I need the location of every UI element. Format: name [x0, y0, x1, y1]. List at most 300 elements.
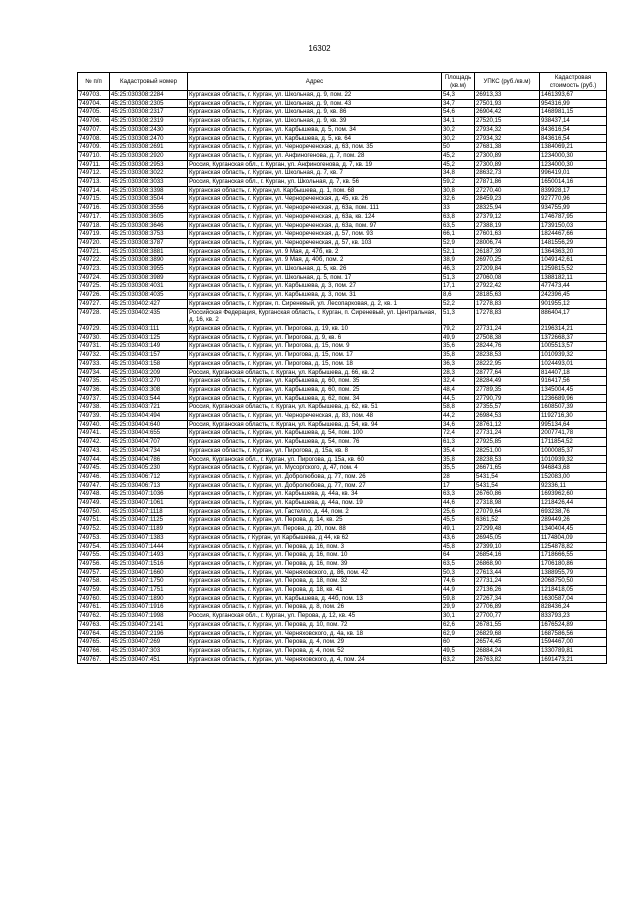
upks-cell: 27300,89	[475, 151, 540, 160]
row-number-cell: 749726.	[78, 291, 110, 300]
address-cell: Курганская область, г. Курган, ул. Черняховского, д. 86, пом. 42	[188, 568, 442, 577]
row-number-cell: 749725.	[78, 282, 110, 291]
cadastral-number-cell: 45:25:030308:4031	[110, 282, 188, 291]
row-number-cell: 749719.	[78, 230, 110, 239]
cadastral-number-cell: 45:25:030404:655	[110, 429, 188, 438]
row-number-cell: 749754.	[78, 542, 110, 551]
table-row	[78, 647, 607, 656]
upks-cell: 27922,42	[475, 282, 540, 291]
upks-cell: 27300,89	[475, 160, 540, 169]
cadastral-value-cell: 995134,64	[540, 420, 607, 429]
upks-cell: 27270,40	[475, 186, 540, 195]
upks-cell: 5431,54	[475, 481, 540, 490]
cadastral-value-cell: 1192716,30	[540, 412, 607, 421]
table-row	[78, 204, 607, 213]
cadastral-value-cell: 814407,18	[540, 368, 607, 377]
address-cell: Курганская область, г. Курган,ул. Перова, д. 20, пом. 88	[188, 525, 442, 534]
cadastral-value-cell: 916417,56	[540, 377, 607, 386]
cadastral-number-cell: 45:25:030407:1125	[110, 516, 188, 525]
upks-cell: 27399,10	[475, 542, 540, 551]
table-row	[78, 151, 607, 160]
area-cell: 45,2	[442, 151, 475, 160]
cadastral-value-cell: 938437,14	[540, 117, 607, 126]
cadastral-number-cell: 45:25:030407:303	[110, 647, 188, 656]
area-cell: 17,1	[442, 282, 475, 291]
cadastral-value-cell: 927770,96	[540, 195, 607, 204]
cadastral-value-cell: 1330789,81	[540, 647, 607, 656]
address-cell: Курганская область, г. Курган, ул. Черняховского, д. 4, пом. 24	[188, 655, 442, 664]
area-cell: 34,6	[442, 420, 475, 429]
address-cell: Курганская область, г. Курган, ул. Школьная, д. 9, кв. 86	[188, 108, 442, 117]
upks-cell: 26970,25	[475, 256, 540, 265]
table-row	[78, 186, 607, 195]
area-cell: 63,5	[442, 559, 475, 568]
area-cell: 51,3	[442, 273, 475, 282]
table-row	[78, 385, 607, 394]
area-cell: 8,6	[442, 291, 475, 300]
table-row	[78, 247, 607, 256]
table-row	[78, 359, 607, 368]
address-cell: Россия, Курганская область, г. Курган, ул. Карбышева, д. 66, кв. 2	[188, 368, 442, 377]
table-row	[78, 212, 607, 221]
cadastral-value-cell: 996419,01	[540, 169, 607, 178]
table-row	[78, 299, 607, 308]
table-row	[78, 178, 607, 187]
row-number-cell: 749713.	[78, 178, 110, 187]
header-area: Площадь (кв.м)	[442, 73, 475, 91]
table-row	[78, 481, 607, 490]
area-cell: 35,4	[442, 446, 475, 455]
row-number-cell: 749748.	[78, 490, 110, 499]
cadastral-number-cell: 45:25:030308:2470	[110, 134, 188, 143]
cadastral-value-cell: 1364363,20	[540, 247, 607, 256]
row-number-cell: 749739.	[78, 412, 110, 421]
area-cell: 45,5	[442, 516, 475, 525]
upks-cell: 27079,64	[475, 507, 540, 516]
address-cell: Курганская область, г. Курган, ул. Чернореченская, д. 83, пом. 48	[188, 412, 442, 421]
upks-cell: 6361,52	[475, 516, 540, 525]
row-number-cell: 749741.	[78, 429, 110, 438]
cadastral-number-cell: 45:25:030308:3504	[110, 195, 188, 204]
area-cell: 46,3	[442, 265, 475, 274]
address-cell: Курганская область, г. Курган, ул. Перова, д. 8, пом. 26	[188, 603, 442, 612]
upks-cell: 26829,68	[475, 629, 540, 638]
address-cell: Курганская область, г. Курган, ул. Школьная, д. 9, кв. 39	[188, 117, 442, 126]
area-cell: 59,8	[442, 594, 475, 603]
upks-cell: 27731,24	[475, 324, 540, 333]
cadastral-number-cell: 45:25:030308:2430	[110, 125, 188, 134]
table-row	[78, 638, 607, 647]
cadastral-value-cell: 2196314,21	[540, 324, 607, 333]
row-number-cell: 749705.	[78, 108, 110, 117]
cadastral-number-cell: 45:25:030403:721	[110, 403, 188, 412]
upks-cell: 27613,44	[475, 568, 540, 577]
row-number-cell: 749764.	[78, 629, 110, 638]
upks-cell: 27388,19	[475, 221, 540, 230]
address-cell: Курганская область, г. Курган,ул. Карбышева, д. 1, пом. 68	[188, 186, 442, 195]
cadastral-value-cell: 828436,24	[540, 603, 607, 612]
cadastral-value-cell: 1481556,29	[540, 238, 607, 247]
table-row	[78, 99, 607, 108]
address-cell: Курганская область, г. Курган, ул. Чернореченская, д. 45, кв. 26	[188, 195, 442, 204]
address-cell: Курганская область, г. Курган, п. Сиреневый, ул. Лесопарковая, д. 2, кв. 1	[188, 299, 442, 308]
address-cell: Курганская область, г. Курган, ул. Пирогова, д. 9, кв. 6	[188, 333, 442, 342]
row-number-cell: 749728.	[78, 308, 110, 324]
address-cell: Курганская область, г. Курган, ул. Школьная, д. 5, кв. 26	[188, 265, 442, 274]
address-cell: Курганская область, г. Курган, ул. Пирогова, д. 19, кв. 10	[188, 324, 442, 333]
cadastral-value-cell: 152083,00	[540, 472, 607, 481]
area-cell: 52,1	[442, 247, 475, 256]
table-row	[78, 342, 607, 351]
area-cell: 58,8	[442, 403, 475, 412]
upks-cell: 26904,42	[475, 108, 540, 117]
address-cell: Курганская область, г. Курган, ул. Карбышева, д. 5, кв. 64	[188, 134, 442, 143]
cadastral-value-cell: 1218426,44	[540, 499, 607, 508]
cadastral-number-cell: 45:25:030308:2284	[110, 91, 188, 100]
row-number-cell: 749724.	[78, 273, 110, 282]
upks-cell: 27731,24	[475, 577, 540, 586]
address-cell: Курганская область, г. Курган, ул. 9 Мая, д. 47б, кв. 2	[188, 247, 442, 256]
row-number-cell: 749735.	[78, 377, 110, 386]
row-number-cell: 749746.	[78, 472, 110, 481]
area-cell: 30,2	[442, 125, 475, 134]
cadastral-value-cell: 843616,54	[540, 134, 607, 143]
area-cell: 35,8	[442, 455, 475, 464]
header-cadastral-value: Кадастровая стоимость (руб.)	[540, 73, 607, 91]
cadastral-value-cell: 1739150,03	[540, 221, 607, 230]
row-number-cell: 749767.	[78, 655, 110, 664]
area-cell: 45,2	[442, 160, 475, 169]
upks-cell: 27355,57	[475, 403, 540, 412]
row-number-cell: 749747.	[78, 481, 110, 490]
area-cell: 49,5	[442, 647, 475, 656]
address-cell: Курганская область, г. Курган, ул. Пирогова, д. 15а, кв. 8	[188, 446, 442, 455]
table-row	[78, 438, 607, 447]
cadastral-value-cell: 1010939,32	[540, 455, 607, 464]
upks-cell: 27871,86	[475, 178, 540, 187]
cadastral-value-cell: 1461393,67	[540, 91, 607, 100]
table-row	[78, 507, 607, 516]
area-cell: 35,6	[442, 342, 475, 351]
area-cell: 72,4	[442, 429, 475, 438]
area-cell: 38,9	[442, 256, 475, 265]
cadastral-number-cell: 45:25:030403:544	[110, 394, 188, 403]
cadastral-number-cell: 45:25:030407:1036	[110, 490, 188, 499]
table-row	[78, 169, 607, 178]
cadastral-number-cell: 45:25:030407:1890	[110, 594, 188, 603]
cadastral-number-cell: 45:25:030308:2691	[110, 143, 188, 152]
row-number-cell: 749761.	[78, 603, 110, 612]
upks-cell: 5431,54	[475, 472, 540, 481]
address-cell: Курганская область, г. Курган, ул. Перова, д. 4, пом. 29	[188, 638, 442, 647]
row-number-cell: 749757.	[78, 568, 110, 577]
upks-cell: 17278,83	[475, 308, 540, 324]
cadastral-number-cell: 45:25:030407:1118	[110, 507, 188, 516]
upks-cell: 26945,05	[475, 533, 540, 542]
address-cell: Российская Федерация, Курганская область, г. Курган, п. Сиреневый, ул. Центральная, д. 16, кв. 2	[188, 308, 442, 324]
address-cell: Курганская область, г. Курган, ул. Добролюбова, д. 77, пом. 26	[188, 472, 442, 481]
table-row	[78, 143, 607, 152]
upks-cell: 27299,48	[475, 525, 540, 534]
cadastral-number-cell: 45:25:030407:1750	[110, 577, 188, 586]
row-number-cell: 749762.	[78, 612, 110, 621]
address-cell: Курганская область, г. Курган, ул. Чернореченская, д. 63а, кв. 124	[188, 212, 442, 221]
row-number-cell: 749707.	[78, 125, 110, 134]
address-cell: Курганская область, г. Курган, ул. Перова, д. 18, кв. 41	[188, 586, 442, 595]
upks-cell: 26884,24	[475, 647, 540, 656]
cadastral-number-cell: 45:25:030308:3022	[110, 169, 188, 178]
cadastral-value-cell: 1608507,39	[540, 403, 607, 412]
address-cell: Россия, Курганская область, г. Курган, ул. Карбышева, д. 62, кв. 51	[188, 403, 442, 412]
address-cell: Россия, Курганская область, г. Курган, ул. Карбышева, д. 54, кв. 94	[188, 420, 442, 429]
upks-cell: 27060,08	[475, 273, 540, 282]
table-row	[78, 403, 607, 412]
row-number-cell: 749732.	[78, 351, 110, 360]
row-number-cell: 749704.	[78, 99, 110, 108]
cadastral-number-cell: 45:25:030404:494	[110, 412, 188, 421]
upks-cell: 27267,34	[475, 594, 540, 603]
address-cell: Курганская область, г. Курган, ул. Карбышева, д. 5, пом. 34	[188, 125, 442, 134]
area-cell: 63,5	[442, 221, 475, 230]
upks-cell: 27520,15	[475, 117, 540, 126]
address-cell: Курганская область, г. Курган, ул. Школьная, д. 7, кв. 7	[188, 169, 442, 178]
table-row	[78, 655, 607, 664]
row-number-cell: 749737.	[78, 394, 110, 403]
row-number-cell: 749745.	[78, 464, 110, 473]
upks-cell: 27318,98	[475, 499, 540, 508]
address-cell: Курганская область, г. Курган, ул. Карбышева, д. 54, пом. 76	[188, 438, 442, 447]
upks-cell: 28238,53	[475, 351, 540, 360]
table-row	[78, 377, 607, 386]
area-cell: 54,6	[442, 108, 475, 117]
address-cell: Курганская область, г. Курган, ул. Карбышева, д. 3, пом. 27	[188, 282, 442, 291]
area-cell: 34,8	[442, 169, 475, 178]
table-row	[78, 134, 607, 143]
row-number-cell: 749750.	[78, 507, 110, 516]
area-cell: 62,6	[442, 620, 475, 629]
row-number-cell: 749717.	[78, 212, 110, 221]
area-cell: 32,4	[442, 377, 475, 386]
cadastral-number-cell: 45:25:030407:451	[110, 655, 188, 664]
area-cell: 30,2	[442, 134, 475, 143]
cadastral-value-cell: 1388955,79	[540, 568, 607, 577]
address-cell: Курганская область, г. Курган, ул. Пирогова, д. 15, пом. 17	[188, 351, 442, 360]
row-number-cell: 749744.	[78, 455, 110, 464]
cadastral-value-cell: 1824467,66	[540, 230, 607, 239]
cadastral-number-cell: 45:25:030407:1189	[110, 525, 188, 534]
upks-cell: 28185,63	[475, 291, 540, 300]
row-number-cell: 749765.	[78, 638, 110, 647]
row-number-cell: 749729.	[78, 324, 110, 333]
cadastral-value-cell: 1711854,52	[540, 438, 607, 447]
cadastral-number-cell: 45:25:030308:2317	[110, 108, 188, 117]
upks-cell: 27379,12	[475, 212, 540, 221]
row-number-cell: 749751.	[78, 516, 110, 525]
cadastral-value-cell: 886404,17	[540, 308, 607, 324]
cadastral-value-cell: 1024493,01	[540, 359, 607, 368]
table-row	[78, 586, 607, 595]
upks-cell: 27601,63	[475, 230, 540, 239]
table-row	[78, 464, 607, 473]
table-row	[78, 291, 607, 300]
area-cell: 45,8	[442, 542, 475, 551]
row-number-cell: 749759.	[78, 586, 110, 595]
row-number-cell: 749755.	[78, 551, 110, 560]
table-row	[78, 429, 607, 438]
upks-cell: 28006,74	[475, 238, 540, 247]
cadastral-number-cell: 45:25:030407:269	[110, 638, 188, 647]
address-cell: Курганская область, г. Курган, ул. Карбышева, д. 60, пом. 35	[188, 377, 442, 386]
address-cell: Курганская область, г. Курган, ул. Карбышева, д. 60, пом. 25	[188, 385, 442, 394]
row-number-cell: 749740.	[78, 420, 110, 429]
row-number-cell: 749742.	[78, 438, 110, 447]
address-cell: Курганская область, г. Курган, ул. Перова, д. 16, пом. 39	[188, 559, 442, 568]
cadastral-value-table	[77, 72, 607, 664]
header-num: № п/п	[78, 73, 110, 91]
table-row	[78, 91, 607, 100]
area-cell: 28	[442, 472, 475, 481]
upks-cell: 27706,89	[475, 603, 540, 612]
address-cell: Курганская область, г. Курган, ул. Перова, д. 16, пом. 3	[188, 542, 442, 551]
upks-cell: 17278,83	[475, 299, 540, 308]
area-cell: 59,2	[442, 178, 475, 187]
address-cell: Курганская область, г. Курган, ул. 9 Мая, д. 40б, пом. 2	[188, 256, 442, 265]
address-cell: Курганская область, г. Курган, ул. Карбышева, д. 44б, пом. 13	[188, 594, 442, 603]
area-cell: 36,3	[442, 359, 475, 368]
cadastral-value-cell: 1594467,00	[540, 638, 607, 647]
row-number-cell: 749720.	[78, 238, 110, 247]
address-cell: Курганская область, г. Курган, ул. Чернореченская, д. 57, кв. 103	[188, 238, 442, 247]
header-cadastral-number: Кадастровый номер	[110, 73, 188, 91]
cadastral-number-cell: 45:25:030403:157	[110, 351, 188, 360]
cadastral-number-cell: 45:25:030308:3753	[110, 230, 188, 239]
cadastral-value-cell: 843616,54	[540, 125, 607, 134]
area-cell: 35,5	[442, 464, 475, 473]
area-cell: 34,7	[442, 99, 475, 108]
row-number-cell: 749712.	[78, 169, 110, 178]
area-cell: 48,4	[442, 385, 475, 394]
cadastral-number-cell: 45:25:030308:4035	[110, 291, 188, 300]
upks-cell: 26763,82	[475, 655, 540, 664]
cadastral-number-cell: 45:25:030407:1751	[110, 586, 188, 595]
row-number-cell: 749736.	[78, 385, 110, 394]
cadastral-value-cell: 1340404,45	[540, 525, 607, 534]
table-row	[78, 333, 607, 342]
table-row	[78, 420, 607, 429]
address-cell: Курганская область, г. Курган, ул. Гастелло, д. 44, пом. 2	[188, 507, 442, 516]
cadastral-number-cell: 45:25:030308:3646	[110, 221, 188, 230]
row-number-cell: 749723.	[78, 265, 110, 274]
row-number-cell: 749718.	[78, 221, 110, 230]
row-number-cell: 749756.	[78, 559, 110, 568]
table-row	[78, 603, 607, 612]
cadastral-value-cell: 1693962,60	[540, 490, 607, 499]
address-cell: Курганская область, г. Курган, ул. Школьная, д. 9, пом. 43	[188, 99, 442, 108]
area-cell: 50,3	[442, 568, 475, 577]
cadastral-number-cell: 45:25:030403:308	[110, 385, 188, 394]
row-number-cell: 749753.	[78, 533, 110, 542]
table-row	[78, 412, 607, 421]
table-row	[78, 125, 607, 134]
table-row	[78, 472, 607, 481]
table-row	[78, 577, 607, 586]
area-cell: 44,9	[442, 586, 475, 595]
cadastral-value-cell: 1218418,05	[540, 586, 607, 595]
cadastral-value-cell: 1236689,96	[540, 394, 607, 403]
table-row	[78, 282, 607, 291]
upks-cell: 27731,24	[475, 429, 540, 438]
address-cell: Курганская область, г. Курган, ул. Школьная, д. 5, пом. 17	[188, 273, 442, 282]
table-row	[78, 620, 607, 629]
row-number-cell: 749752.	[78, 525, 110, 534]
upks-cell: 27790,79	[475, 394, 540, 403]
area-cell: 52,9	[442, 238, 475, 247]
table-row	[78, 455, 607, 464]
row-number-cell: 749734.	[78, 368, 110, 377]
area-cell: 54,3	[442, 91, 475, 100]
cadastral-value-cell: 1388182,11	[540, 273, 607, 282]
header-upks: УПКС (руб./кв.м)	[475, 73, 540, 91]
table-row	[78, 568, 607, 577]
cadastral-value-cell: 92336,11	[540, 481, 607, 490]
cadastral-value-cell: 2068750,50	[540, 577, 607, 586]
area-cell: 50	[442, 143, 475, 152]
area-cell: 33	[442, 204, 475, 213]
table-row	[78, 368, 607, 377]
upks-cell: 26913,33	[475, 91, 540, 100]
address-cell: Курганская область, г. Курган, ул. Перова, д. 16, пом. 10	[188, 551, 442, 560]
cadastral-value-cell: 1174804,09	[540, 533, 607, 542]
table-row	[78, 533, 607, 542]
table-row	[78, 221, 607, 230]
row-number-cell: 749710.	[78, 151, 110, 160]
cadastral-value-cell: 1706180,86	[540, 559, 607, 568]
cadastral-value-cell: 1630587,04	[540, 594, 607, 603]
cadastral-value-cell: 1372668,37	[540, 333, 607, 342]
cadastral-value-cell: 1650014,16	[540, 178, 607, 187]
cadastral-value-cell: 839928,17	[540, 186, 607, 195]
address-cell: Курганская область, г. Курган, ул. Анфиногенова, д. 7, пом. 28	[188, 151, 442, 160]
address-cell: Курганская область, г. Курган, ул. Чернореченская, д. 63а, пом. 97	[188, 221, 442, 230]
table-row	[78, 629, 607, 638]
upks-cell: 26574,45	[475, 638, 540, 647]
area-cell: 35,8	[442, 351, 475, 360]
cadastral-number-cell: 45:25:030308:3398	[110, 186, 188, 195]
cadastral-number-cell: 45:25:030403:270	[110, 377, 188, 386]
address-cell: Курганская область, г. Курган, ул. Карбышева, д. 3, пом. 31	[188, 291, 442, 300]
table-row	[78, 324, 607, 333]
row-number-cell: 749715.	[78, 195, 110, 204]
area-cell: 63,2	[442, 655, 475, 664]
cadastral-value-cell: 2007741,78	[540, 429, 607, 438]
address-cell: Курганская область, г. Курган, ул. Перова, д. 10, пом. 72	[188, 620, 442, 629]
row-number-cell: 749749.	[78, 499, 110, 508]
page-number: 16302	[308, 44, 331, 53]
area-cell: 34,1	[442, 117, 475, 126]
cadastral-number-cell: 45:25:030402:435	[110, 308, 188, 324]
cadastral-number-cell: 45:25:030404:786	[110, 455, 188, 464]
address-cell: Курганская область, г. Курган, ул. Чернореченская, д. 63, пом. 35	[188, 143, 442, 152]
cadastral-value-cell: 833793,23	[540, 612, 607, 621]
area-cell: 44,5	[442, 394, 475, 403]
cadastral-value-cell: 693238,76	[540, 507, 607, 516]
address-cell: Россия, Курганская обл., г. Курган, ул. Перова, д. 12, кв. 45	[188, 612, 442, 621]
table-row	[78, 446, 607, 455]
address-cell: Россия, Курганская обл., г. Курган, ул. Школьная, д. 7, кв. 56	[188, 178, 442, 187]
cadastral-value-cell: 1254878,82	[540, 542, 607, 551]
cadastral-number-cell: 45:25:030308:3033	[110, 178, 188, 187]
cadastral-number-cell: 45:25:030403:209	[110, 368, 188, 377]
